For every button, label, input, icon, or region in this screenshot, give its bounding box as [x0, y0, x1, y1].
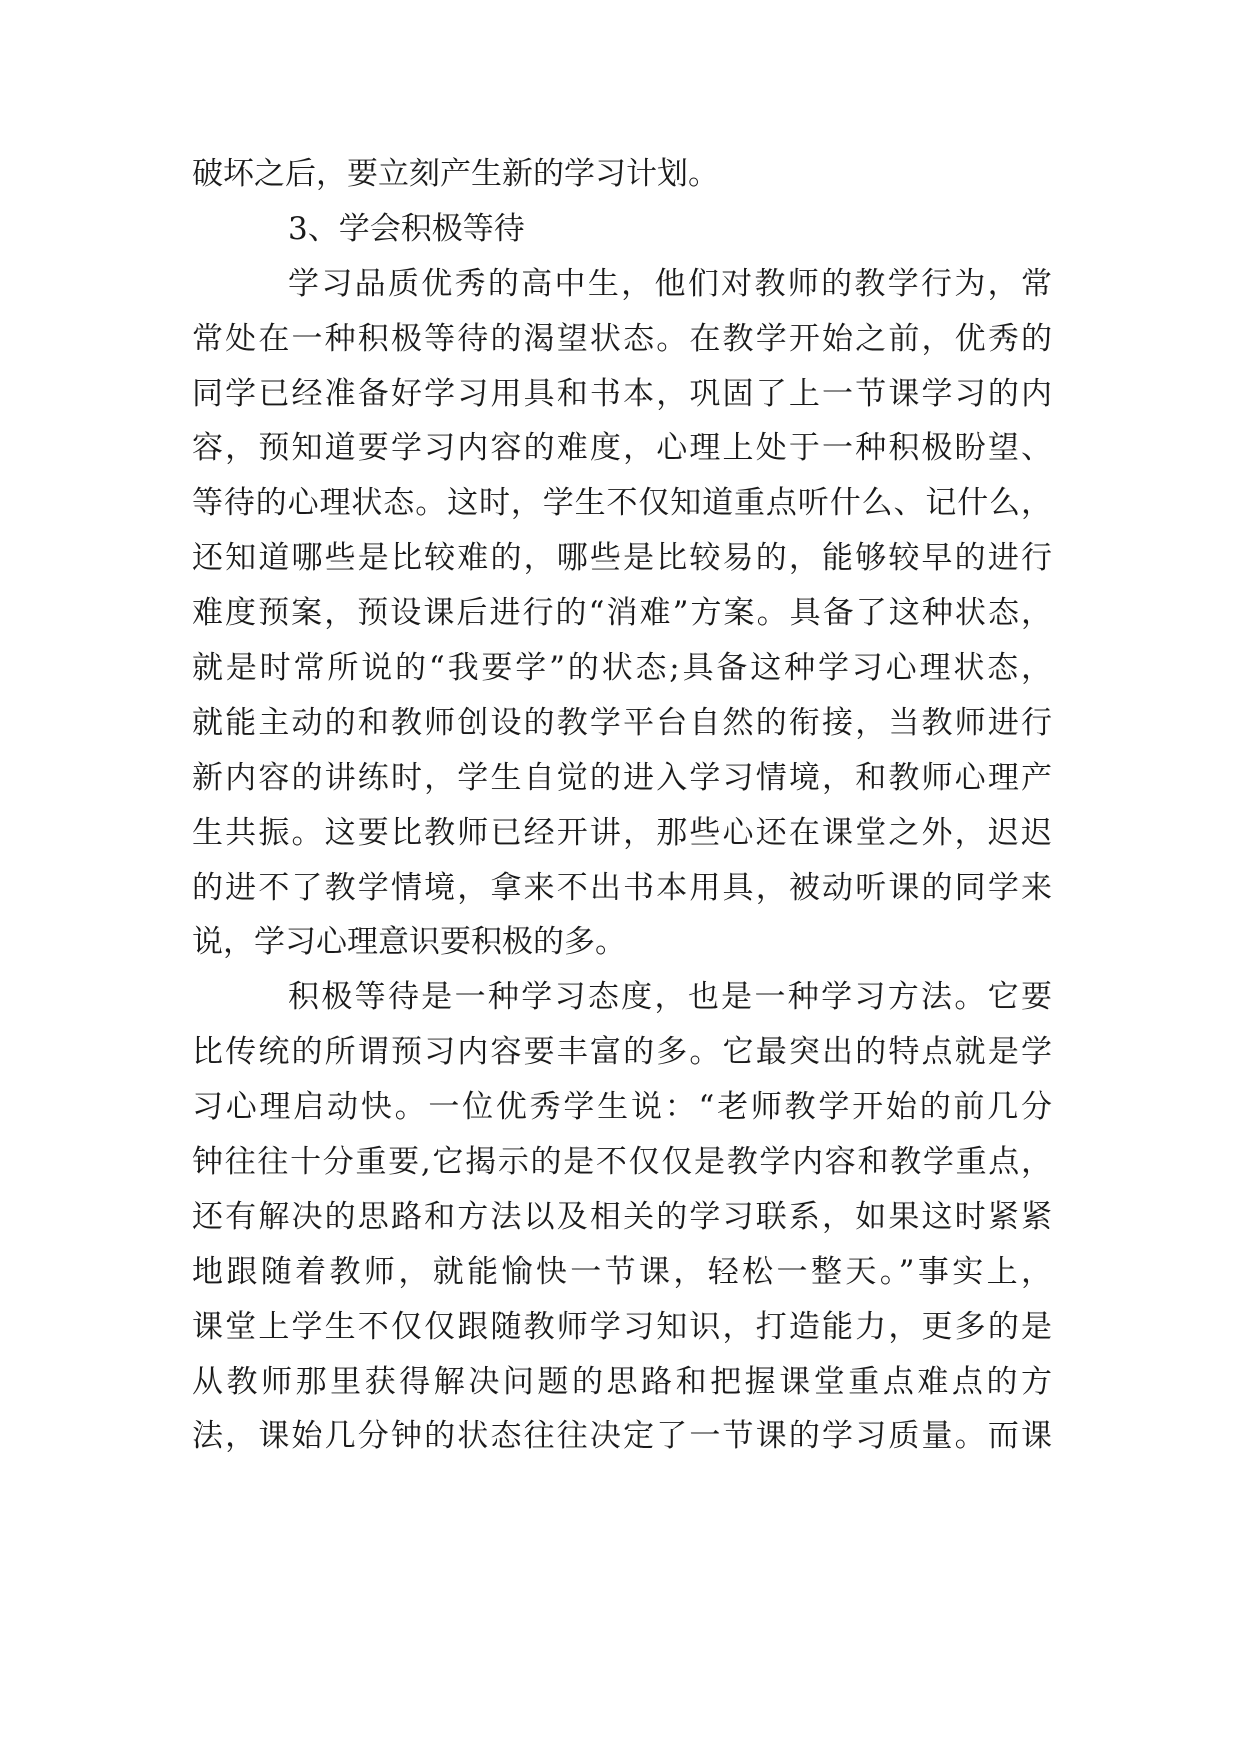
paragraph-line: 新内容的讲练时，学生自觉的进入学习情境，和教师心理产 [192, 759, 1052, 796]
paragraph-line: 学习品质优秀的高中生，他们对教师的教学行为，常 [288, 265, 1052, 302]
document-body [192, 147, 1052, 1464]
paragraph-line: 积极等待是一种学习态度，也是一种学习方法。它要 [288, 979, 1052, 1016]
paragraph-line: 从教师那里获得解决问题的思路和把握课堂重点难点的方 [192, 1363, 1052, 1400]
paragraph-line: 还有解决的思路和方法以及相关的学习联系，如果这时紧紧 [192, 1198, 1052, 1235]
paragraph-line: 就是时常所说的“我要学”的状态;具备这种学习心理状态， [192, 650, 1052, 687]
paragraph-line: 说，学习心理意识要积极的多。 [192, 924, 626, 961]
paragraph-line: 容，预知道要学习内容的难度，心理上处于一种积极盼望、 [192, 430, 1052, 467]
paragraph-line: 常处在一种积极等待的渴望状态。在教学开始之前，优秀的 [192, 320, 1052, 357]
paragraph-line: 比传统的所谓预习内容要丰富的多。它最突出的特点就是学 [192, 1034, 1052, 1071]
paragraph-line: 还知道哪些是比较难的，哪些是比较易的，能够较早的进行 [192, 540, 1052, 577]
paragraph-line: 同学已经准备好学习用具和书本，巩固了上一节课学习的内 [192, 375, 1052, 412]
paragraph-line: 的进不了教学情境，拿来不出书本用具，被动听课的同学来 [192, 869, 1052, 906]
paragraph-line: 破坏之后，要立刻产生新的学习计划。 [192, 156, 719, 192]
paragraph-line: 难度预案，预设课后进行的“消难”方案。具备了这种状态， [192, 595, 1052, 632]
paragraph-line: 生共振。这要比教师已经开讲，那些心还在课堂之外，迟迟 [192, 814, 1052, 851]
paragraph-line: 钟往往十分重要,它揭示的是不仅仅是教学内容和教学重点， [192, 1144, 1052, 1181]
paragraph-line: 课堂上学生不仅仅跟随教师学习知识，打造能力，更多的是 [192, 1308, 1052, 1345]
paragraph-line: 地跟随着教师，就能愉快一节课，轻松一整天。”事实上， [192, 1253, 1052, 1290]
paragraph-line: 等待的心理状态。这时，学生不仅知道重点听什么、记什么， [192, 485, 1052, 522]
section-heading: 3、学会积极等待 [288, 210, 525, 247]
paragraph-line: 就能主动的和教师创设的教学平台自然的衔接，当教师进行 [192, 704, 1052, 741]
paragraph-line: 习心理启动快。一位优秀学生说：“老师教学开始的前几分 [192, 1089, 1052, 1126]
paragraph-line: 法，课始几分钟的状态往往决定了一节课的学习质量。而课 [192, 1418, 1052, 1455]
